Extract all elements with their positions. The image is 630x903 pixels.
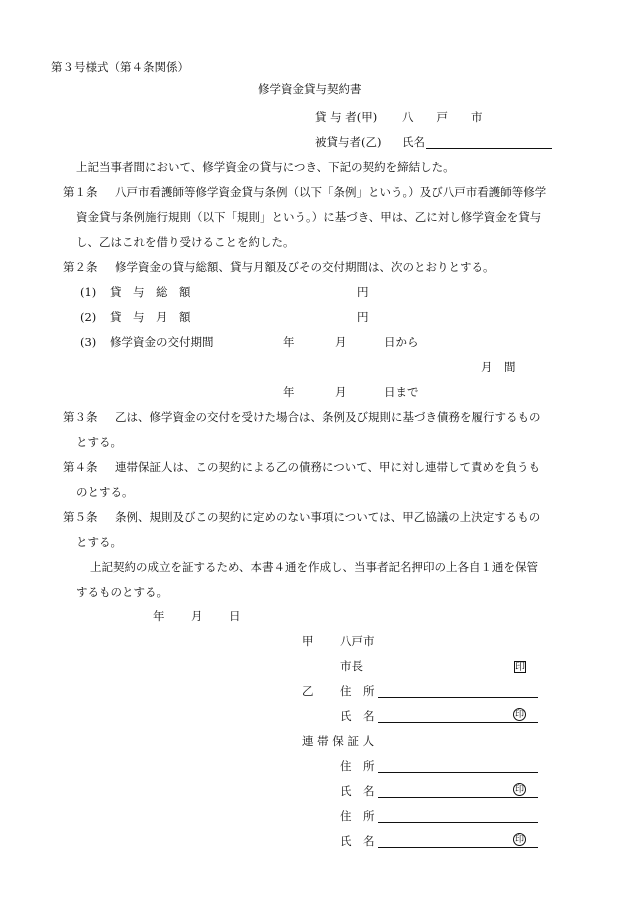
item-3-number: (3)	[80, 335, 97, 349]
party-b-name-line	[378, 722, 538, 723]
item-3-day-from: 日から	[384, 335, 419, 349]
end-year: 年	[283, 385, 295, 399]
guarantor-1-seal-mark: 印	[514, 785, 524, 795]
party-b-name-label: 氏 名	[340, 709, 375, 723]
article-2-text: 修学資金の貸与総額、貸与月額及びその交付期間は、次のとおりとする。	[115, 260, 495, 274]
closing-line-1: 上記契約の成立を証するため、本書４通を作成し、当事者記名押印の上各自１通を保管	[90, 560, 539, 574]
article-1-line-2: 資金貸与条例施行規則（以下「規則」という。）に基づき、甲は、乙に対し修学資金を貸与	[76, 210, 542, 224]
article-4-line-2: のとする。	[76, 485, 134, 499]
item-3-year: 年	[283, 335, 295, 349]
guarantor-1-name-line	[378, 797, 538, 798]
item-3-month: 月	[335, 335, 347, 349]
article-4-line-1: 連帯保証人は、この契約による乙の債務について、甲に対し連帯して責めを負うも	[115, 460, 541, 474]
date-year: 年	[153, 609, 165, 623]
document-title: 修学資金貸与契約書	[258, 82, 362, 96]
item-2-label: 貸 与 月 額	[110, 310, 191, 324]
item-2-unit: 円	[357, 310, 369, 324]
borrower-name-label: 氏名	[402, 135, 425, 149]
article-4-label: 第４条	[63, 460, 98, 474]
party-b-seal-mark: 印	[514, 710, 524, 720]
article-2-label: 第２条	[63, 260, 98, 274]
article-5-line-2: とする。	[76, 535, 122, 549]
party-a-city: 八戸市	[340, 634, 375, 648]
lender-name: 八 戸 市	[402, 110, 483, 124]
lender-label: 貸 与 者(甲)	[315, 110, 378, 124]
party-b-label: 乙	[302, 684, 314, 698]
party-a-label: 甲	[302, 634, 314, 648]
guarantor-2-address-line	[378, 822, 538, 823]
date-day: 日	[229, 609, 241, 623]
guarantor-1-address-line	[378, 772, 538, 773]
guarantor-2-name-label: 氏 名	[340, 834, 375, 848]
article-5-label: 第５条	[63, 510, 98, 524]
end-month: 月	[335, 385, 347, 399]
end-day: 日まで	[384, 385, 419, 399]
article-3-line-1: 乙は、修学資金の交付を受けた場合は、条例及び規則に基づき債務を履行するもの	[115, 410, 541, 424]
item-3-label: 修学資金の交付期間	[110, 335, 214, 349]
guarantor-2-seal-mark: 印	[514, 835, 524, 845]
guarantor-1-name-label: 氏 名	[340, 784, 375, 798]
article-3-line-2: とする。	[76, 435, 122, 449]
article-1-line-1: 八戸市看護師等修学資金貸与条例（以下「条例」という。）及び八戸市看護師等修学	[115, 185, 547, 199]
guarantor-label: 連 帯 保 証 人	[302, 734, 375, 748]
party-a-mayor: 市長	[340, 659, 363, 673]
guarantor-1-address-label: 住 所	[340, 759, 375, 773]
intro-text: 上記当事者間において、修学資金の貸与につき、下記の契約を締結した。	[76, 160, 455, 174]
item-2-number: (2)	[80, 310, 97, 324]
form-label: 第３号様式（第４条関係）	[51, 60, 189, 74]
mayor-seal-mark: 印	[515, 662, 525, 673]
period-months-label: 月 間	[481, 360, 516, 374]
closing-line-2: するものとする。	[76, 585, 168, 599]
party-b-address-line	[378, 697, 538, 698]
party-b-address-label: 住 所	[340, 684, 375, 698]
article-1-line-3: し、乙はこれを借り受けることを約した。	[76, 235, 295, 249]
date-month: 月	[191, 609, 203, 623]
borrower-label: 被貸与者(乙)	[315, 135, 382, 149]
item-1-unit: 円	[357, 285, 369, 299]
article-5-line-1: 条例、規則及びこの契約に定めのない事項については、甲乙協議の上決定するもの	[115, 510, 541, 524]
guarantor-2-address-label: 住 所	[340, 809, 375, 823]
item-1-number: (1)	[80, 285, 97, 299]
item-1-label: 貸 与 総 額	[110, 285, 191, 299]
article-3-label: 第３条	[63, 410, 98, 424]
borrower-name-line	[426, 148, 552, 149]
guarantor-2-name-line	[378, 847, 538, 848]
article-1-label: 第１条	[63, 185, 98, 199]
